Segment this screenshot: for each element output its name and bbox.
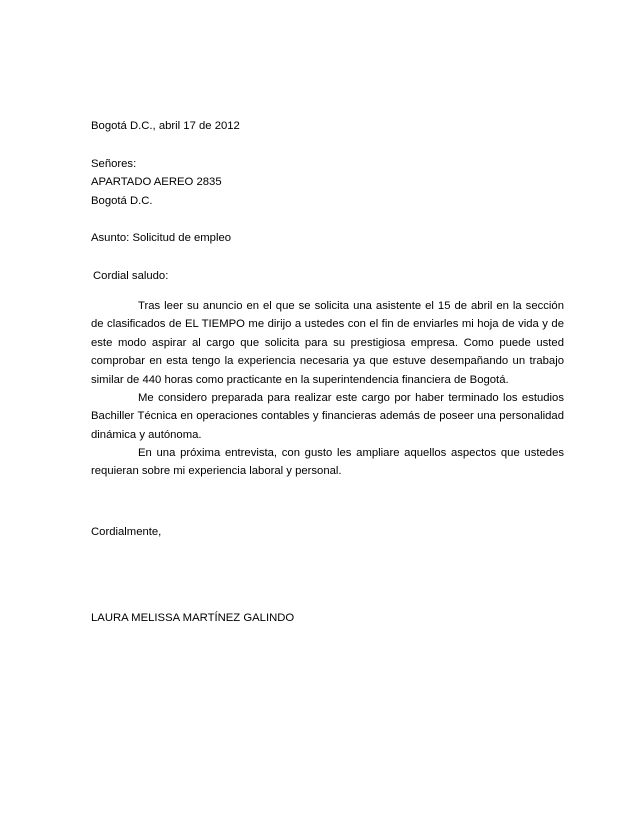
recipient-city: Bogotá D.C. [91, 194, 153, 207]
body-paragraph-1: Tras leer su anuncio en el que se solicita una asistente el 15 de abril en la sección de clasificados de EL TIEMPO me dirijo a ustedes con el fin de enviarles mi hoja de vida y de este modo aspirar al cargo que solicita para su prestigiosa empresa. Como puede usted comprobar en esta tengo la experiencia necesaria ya que estuve desempañando un trabajo similar de 440 horas como practicante en la superintendencia financiera de Bogotá. [91, 300, 564, 386]
signature-name: LAURA MELISSA MARTÍNEZ GALINDO [91, 612, 295, 624]
recipient-block [91, 155, 564, 210]
closing-text: Cordialmente, [91, 526, 162, 538]
subject-text: Asunto: Solicitud de empleo [91, 232, 232, 244]
body-paragraph-2: Me considero preparada para realizar este cargo por haber terminado los estudios Bachiller Técnica en operaciones contables y financieras además de poseer una personalidad dinámica y autónoma. [91, 392, 564, 441]
letter-greeting [93, 267, 566, 285]
letter-closing [91, 523, 564, 541]
recipient-address: APARTADO AEREO 2835 [91, 176, 222, 189]
letter-date [91, 117, 564, 135]
date-text: Bogotá D.C., abril 17 de 2012 [91, 120, 240, 132]
letter-subject [91, 229, 564, 247]
letter-signature [91, 609, 564, 627]
body-paragraph-3: En una próxima entrevista, con gusto les ampliare aquellos aspectos que ustedes requieran sobre mi experiencia laboral y personal. [91, 447, 564, 478]
recipient-salutation: Señores: [91, 158, 137, 170]
greeting-text: Cordial saludo: [93, 270, 169, 282]
